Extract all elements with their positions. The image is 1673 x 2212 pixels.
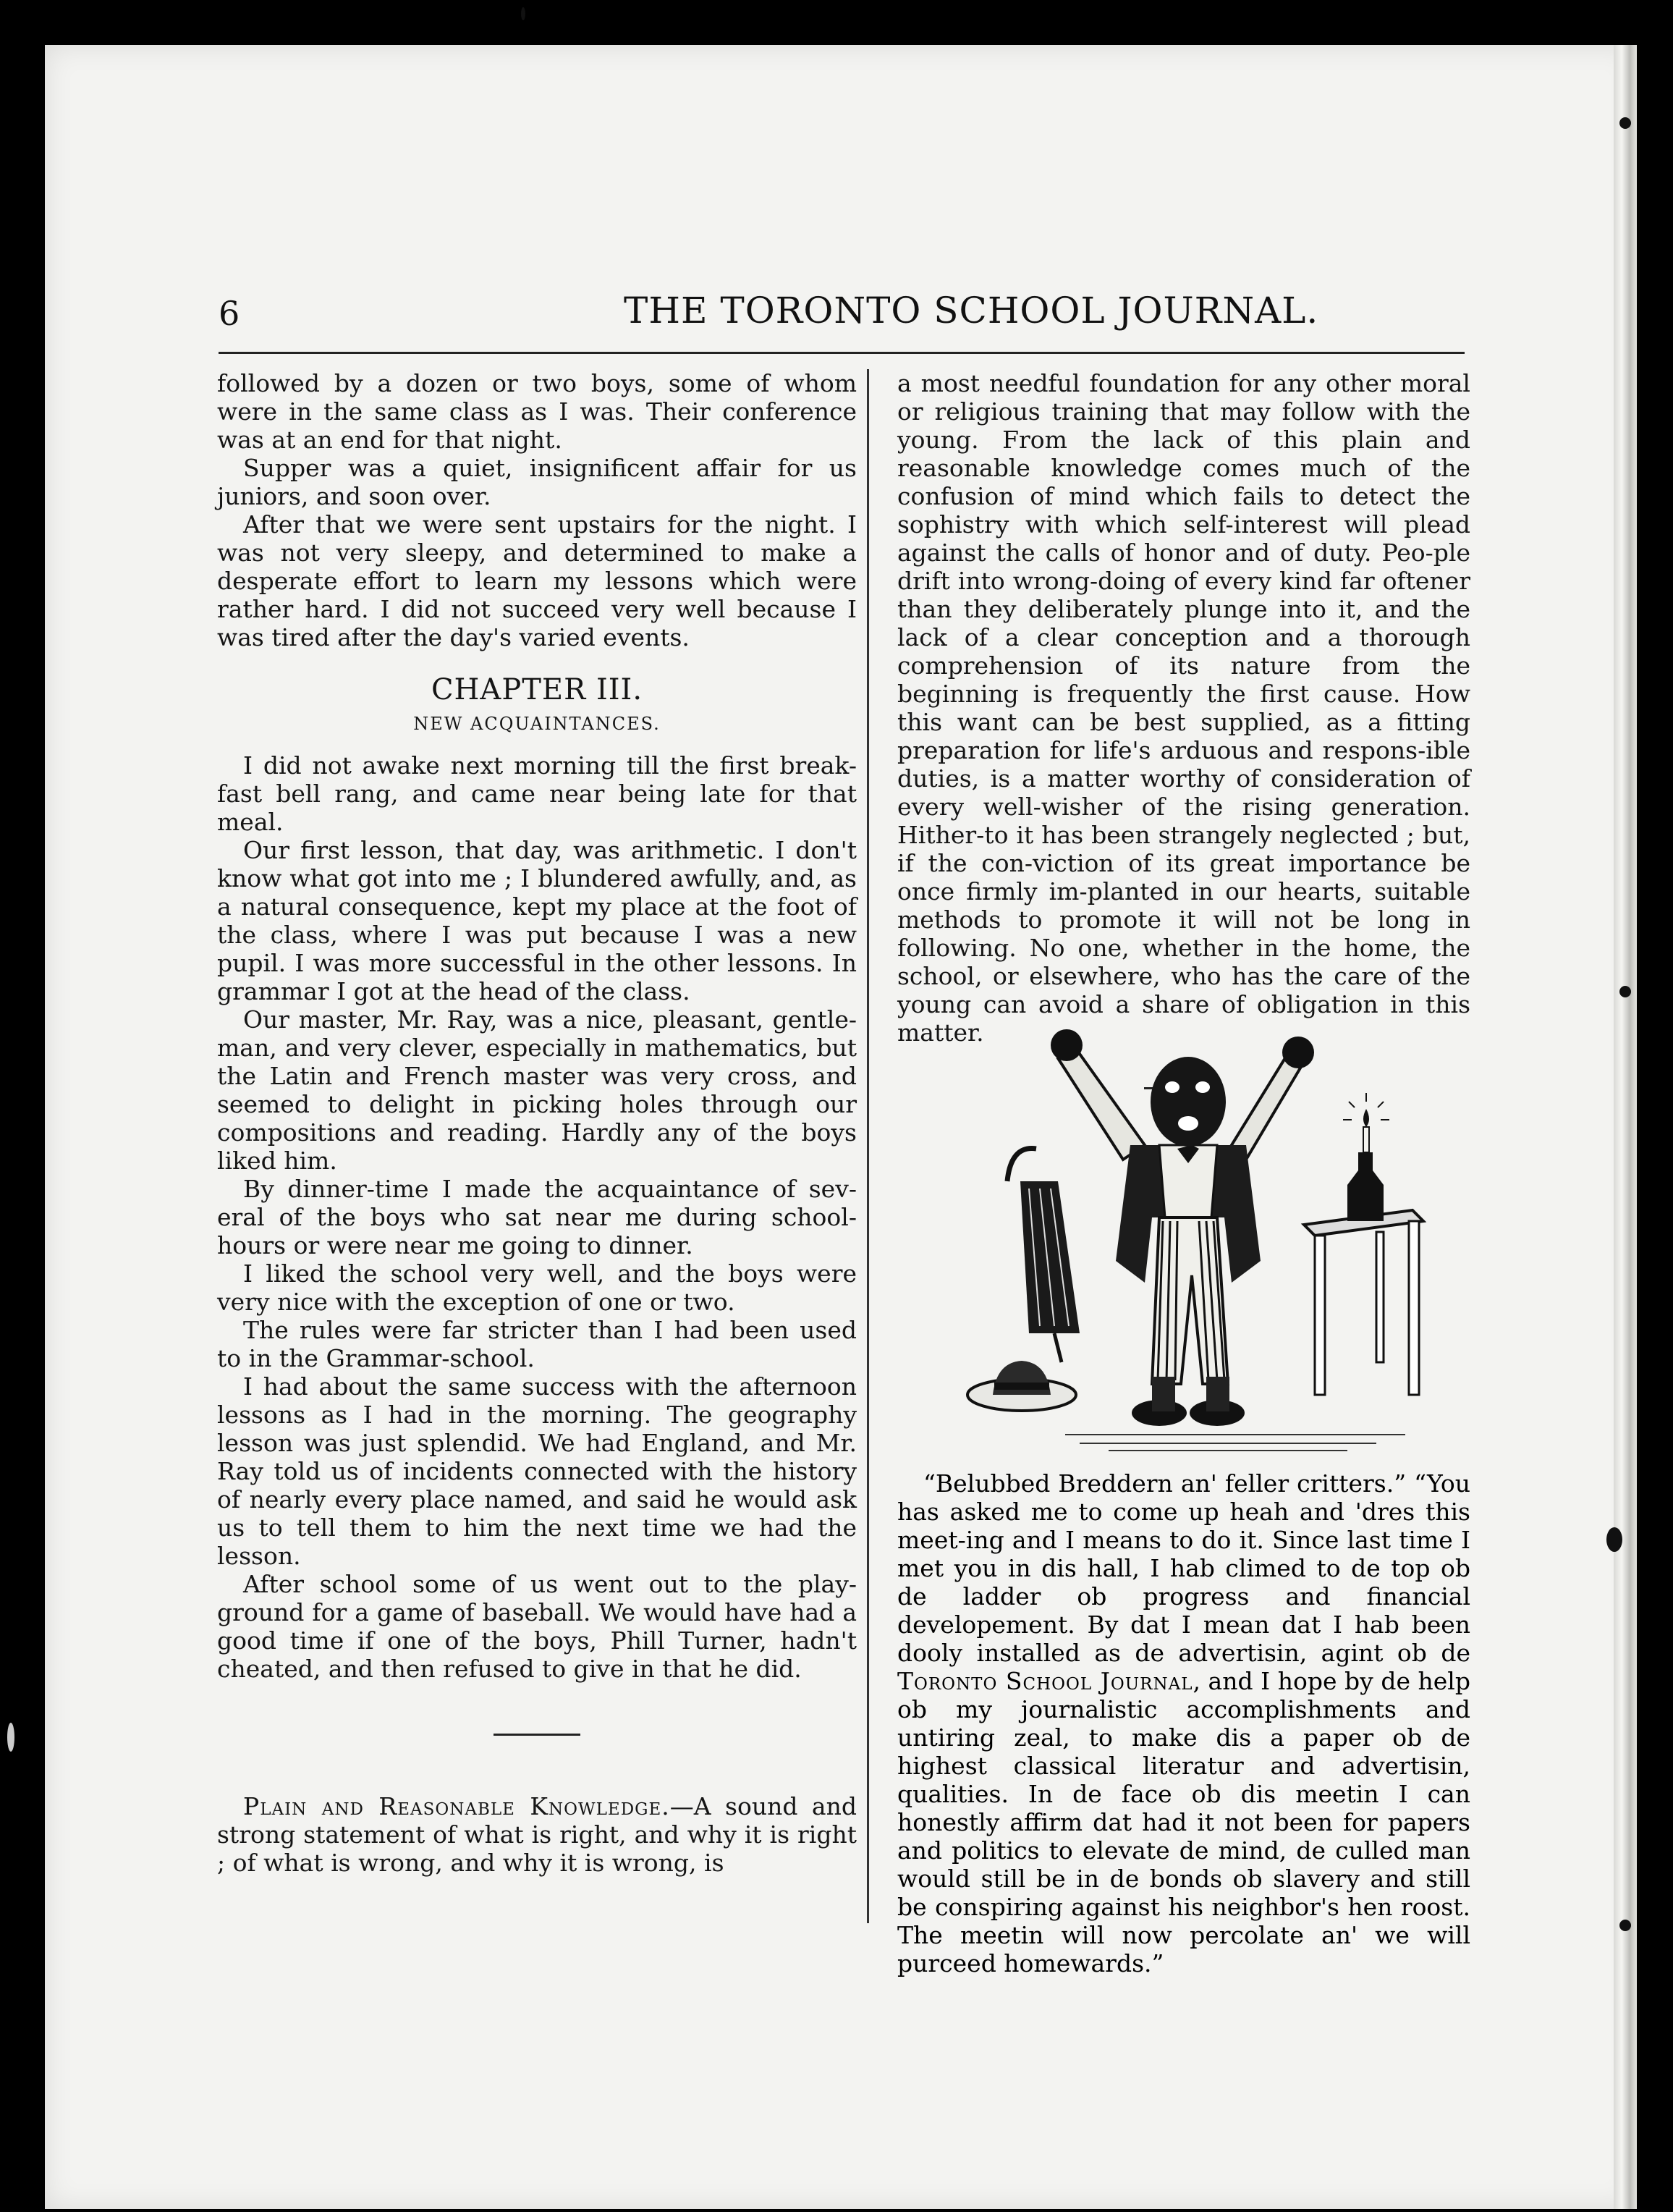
chapter-subtitle: NEW ACQUAINTANCES.: [413, 714, 661, 734]
caption-journal-name: Toronto School Journal: [897, 1667, 1193, 1695]
paragraph: After that we were sent upstairs for the night. I was not very sleepy, and determined to make a desperate effort to learn my lessons which were rather hard. I did not succeed very well because I was tired after the day's varied events.: [217, 510, 857, 651]
ground-shading: [1065, 1435, 1405, 1451]
paragraph: followed by a dozen or two boys, some of whom were in the same class as I was. Their conference was at an end for that night.: [217, 369, 857, 454]
article-heading: Plain and Reasonable Knowledge.: [243, 1792, 670, 1820]
column-divider: [867, 369, 869, 1923]
binding-stitch: [1619, 986, 1631, 997]
page-header: [219, 290, 1465, 354]
scan-speck: [1606, 1527, 1622, 1552]
page-number: 6: [219, 294, 240, 333]
binding-stitch: [1619, 1920, 1631, 1931]
article-text: —A sound and strong statement of what is right, and why it is right ; of what is wrong, and why it is wrong, is: [217, 1792, 857, 1877]
scan-speck: [521, 7, 525, 20]
left-column: [217, 369, 857, 1877]
paragraph: By dinner-time I made the acquaintance of sev-eral of the boys who sat near me during school-hours or were near me going to dinner.: [217, 1175, 857, 1259]
paragraph: Our master, Mr. Ray, was a nice, pleasant, gentle-man, and very clever, especially in mathematics, but the Latin and French master was very cross, and seemed to delight in picking holes through our compositions and reading. Hardly any of the boys liked him.: [217, 1005, 857, 1175]
caption-part: , and I hope by de help ob my journalistic accomplishments and untiring zeal, to make dis a paper ob de highest classical literatur and advertisin, qualities. In de face ob dis meetin I can honestly affirm dat had it not been for papers and politics to elevate de mind, de culled man would still be in de bonds ob slavery and still be conspiring against his neighbor's hen roost. The meetin will now percolate an' we will purceed homewards.”: [897, 1667, 1470, 1977]
scan-speck: [7, 1723, 14, 1752]
article-paragraph: [217, 1792, 857, 1877]
umbrella-icon: [1007, 1149, 1080, 1362]
bottle-candle-icon: [1343, 1093, 1389, 1221]
paragraph: I liked the school very well, and the boys were very nice with the exception of one or two.: [217, 1259, 857, 1316]
caption-text: [897, 1469, 1470, 1977]
paragraph: I had about the same success with the afternoon lessons as I had in the morning. The geography lesson was just splendid. We had England, and Mr. Ray told us of incidents connected with the history of nearly every place named, and said he would ask us to tell them to him the next time we had the lesson.: [217, 1372, 857, 1570]
paragraph: I did not awake next morning till the first break-fast bell rang, and came near being late for that meal.: [217, 751, 857, 836]
binding-stitch: [1619, 117, 1631, 129]
hat-icon: [967, 1361, 1076, 1411]
caption-part: “Belubbed Breddern an' feller critters.” “You has asked me to come up heah and 'dres this meet-ing and I means to do it. Since last time I met you in dis hall, I hab climed to de top ob de ladder ob progress and financial developement. By dat I mean dat I hab been dooly installed as de advertisin, agint ob de: [897, 1469, 1470, 1667]
right-column: [897, 369, 1470, 1089]
paragraph: The rules were far stricter than I had been used to in the Grammar-school.: [217, 1316, 857, 1372]
paragraph: Our first lesson, that day, was arithmetic. I don't know what got into me ; I blundered awfully, and, as a natural consequence, kept my place at the foot of the class, where I was put because I was a new pupil. I was more successful in the other lessons. In grammar I got at the head of the class.: [217, 836, 857, 1005]
paragraph: After school some of us went out to the play-ground for a game of baseball. We would have had a good time if one of the boys, Phill Turner, hadn't cheated, and then refused to give in that he did.: [217, 1570, 857, 1683]
binding-fold: [1614, 45, 1637, 2209]
section-rule: [494, 1734, 580, 1736]
chapter-title: CHAPTER III.: [431, 673, 643, 706]
orator-illustration: [942, 1000, 1463, 1464]
illustration-caption: [897, 1469, 1470, 1977]
article-continued: a most needful foundation for any other moral or religious training that may follow with the young. From the lack of this plain and reasonable knowledge comes much of the confusion of mind which fails to detect the sophistry with which self-interest will plead against the calls of honor and of duty. Peo-ple drift into wrong-doing of every kind far oftener than they deliberately plunge into it, and the lack of a clear conception and a thorough comprehension of its nature from the beginning is frequently the first cause. How this want can be best supplied, as a fitting preparation for life's arduous and respons-ible duties, is a matter worthy of consideration of every well-wisher of the rising generation. Hither-to it has been strangely neglected ; but, if the con-viction of its great importance be once firmly im-planted in our hearts, suitable methods to promote it will not be long in following. No one, whether in the home, the school, or elsewhere, who has the care of the young can avoid a share of obligation in this matter.: [897, 369, 1470, 1047]
page-sheet: [45, 45, 1637, 2209]
paragraph: Supper was a quiet, insignificent affair for us juniors, and soon over.: [217, 454, 857, 510]
table-icon: [1304, 1210, 1423, 1395]
orator-figure: [1051, 1029, 1314, 1426]
journal-title: THE TORONTO SCHOOL JOURNAL.: [624, 290, 1319, 332]
